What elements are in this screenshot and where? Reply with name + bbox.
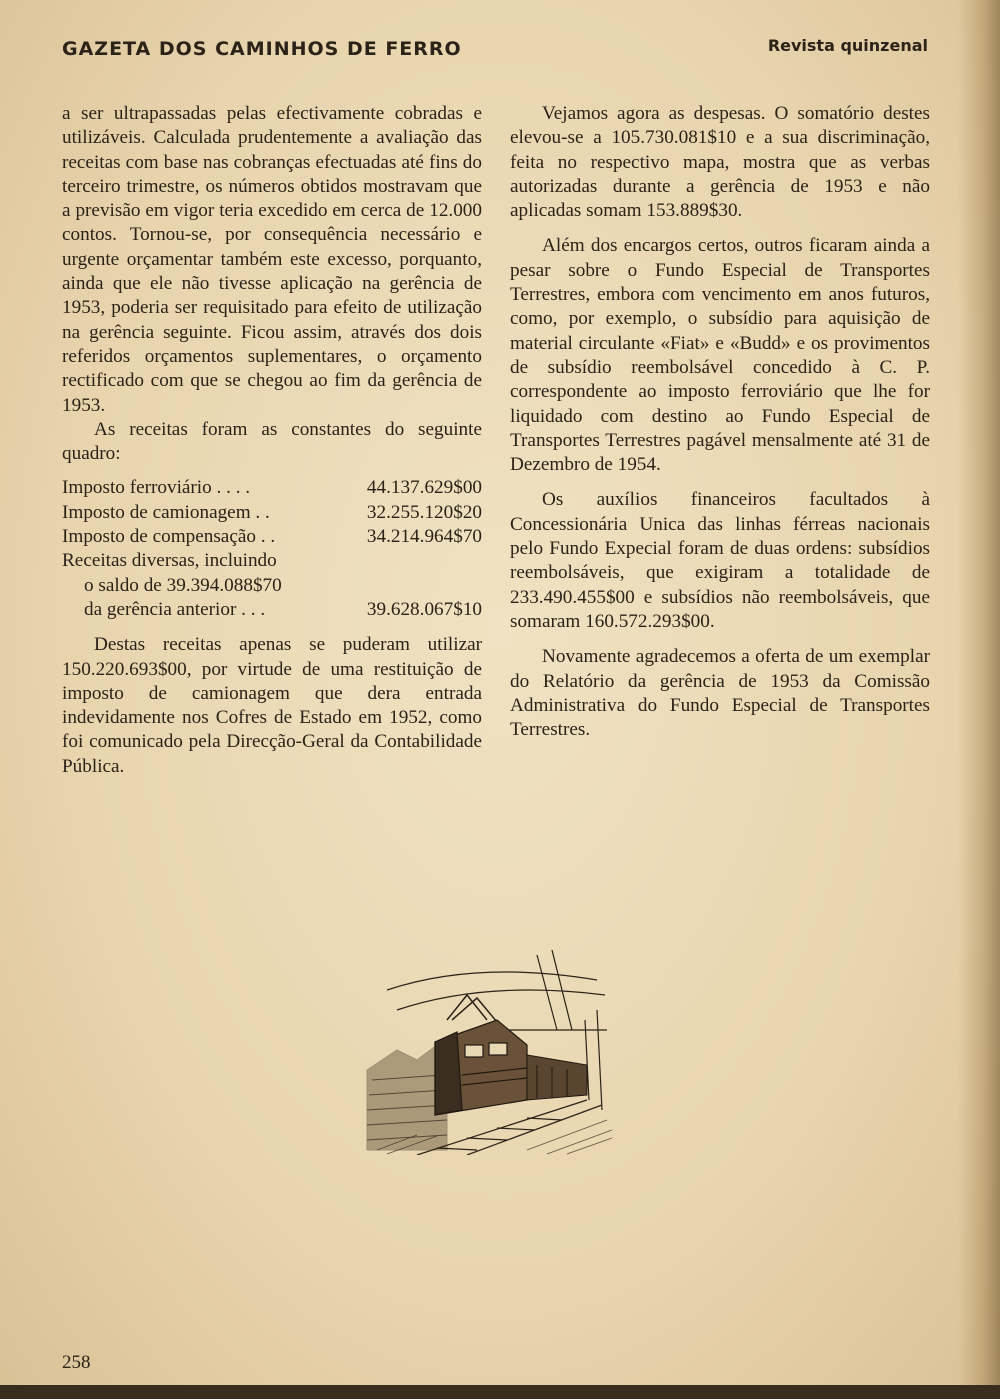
paragraph: a ser ultrapassadas pelas efectivamente cobradas e utilizáveis. Calculada prudentemente a avaliação das receitas com base nas cobranças efectuadas até fins do terceiro trimestre, os números obtidos mostravam que a previsão em vigor teria excedido em cerca de 12.000 contos. Tornou-se, por consequência necessário e urgente orçamentar também este excesso, porquanto, ainda que ele não tivesse aplicação na gerência de 1953, poderia ser requisitado para efeito de utilização na gerência seguinte. Ficou assim, através dos dois referidos orçamentos suplementares, o orçamento rectificado com que se chegou ao fim da gerência de 1953. bbox=[62, 103, 482, 416]
table-row bbox=[62, 476, 482, 500]
row-label: Receitas diversas, incluindo bbox=[62, 550, 277, 572]
table-row bbox=[62, 525, 482, 549]
revenue-table bbox=[62, 476, 482, 622]
paragraph: Vejamos agora as despesas. O somatório destes elevou-se a 105.730.081$10 e a sua discriminação, feita no respectivo mapa, mostra que as verbas autorizadas durante a gerência de 1953 e não aplicadas somam 153.889$30. bbox=[510, 103, 930, 222]
paragraph: Além dos encargos certos, outros ficaram ainda a pesar sobre o Fundo Especial de Transportes Terrestres, embora com vencimento em anos futuros, como, por exemplo, o subsídio para aquisição de material circulante «Fiat» e «Budd» e os provimentos de subsídio reembolsável concedido à C. P. correspondente ao imposto ferroviário que lhe for liquidado com destino ao Fundo Especial de Transportes Terrestres pagável mensalmente até 31 de Dezembro de 1954. bbox=[510, 235, 930, 476]
publication-title: GAZETA DOS CAMINHOS DE FERRO bbox=[62, 38, 462, 60]
paragraph: Os auxílios financeiros facultados à Concessionária Unica das linhas férreas nacionais pelo Fundo Expecial foram de duas ordens: subsídios reembolsáveis, que exigiram a totalidade de 233.490.455$00 e subsídios não reembolsáveis, que somaram 160.572.293$00. bbox=[510, 489, 930, 632]
table-row bbox=[62, 501, 482, 525]
table-row bbox=[62, 598, 482, 622]
row-label: Imposto ferroviário . . . . bbox=[62, 477, 251, 499]
page-edge-shadow bbox=[958, 0, 1000, 1399]
row-value: 34.214.964$70 bbox=[366, 526, 482, 548]
row-label: Imposto de compensação . . bbox=[62, 526, 276, 548]
electric-train-engraving-icon bbox=[357, 950, 615, 1155]
left-column bbox=[62, 102, 482, 779]
page-bottom-edge bbox=[0, 1385, 1000, 1399]
table-row bbox=[62, 549, 482, 573]
row-value: 44.137.629$00 bbox=[366, 477, 482, 499]
paragraph: Destas receitas apenas se puderam utilizar 150.220.693$00, por virtude de uma restituição de imposto de camionagem que dera entrada indevidamente nos Cofres de Estado em 1952, como foi comunicado pela Direcção-Geral da Contabilidade Pública. bbox=[62, 634, 482, 777]
row-label: da gerência anterior . . . bbox=[84, 598, 266, 620]
publication-subtitle: Revista quinzenal bbox=[767, 36, 928, 55]
paragraph: Novamente agradecemos a oferta de um exemplar do Relatório da gerência de 1953 da Comissão Administrativa do Fundo Especial de Transportes Terrestres. bbox=[510, 646, 930, 741]
row-label: Imposto de camionagem . . bbox=[62, 501, 270, 523]
paragraph: As receitas foram as constantes do seguinte quadro: bbox=[62, 418, 482, 465]
table-row bbox=[62, 574, 482, 598]
row-label: o saldo de 39.394.088$70 bbox=[84, 574, 282, 596]
row-value: 39.628.067$10 bbox=[366, 598, 482, 620]
right-column bbox=[510, 102, 930, 742]
page-number: 258 bbox=[62, 1352, 91, 1373]
row-value: 32.255.120$20 bbox=[366, 501, 482, 523]
running-header bbox=[62, 36, 928, 68]
